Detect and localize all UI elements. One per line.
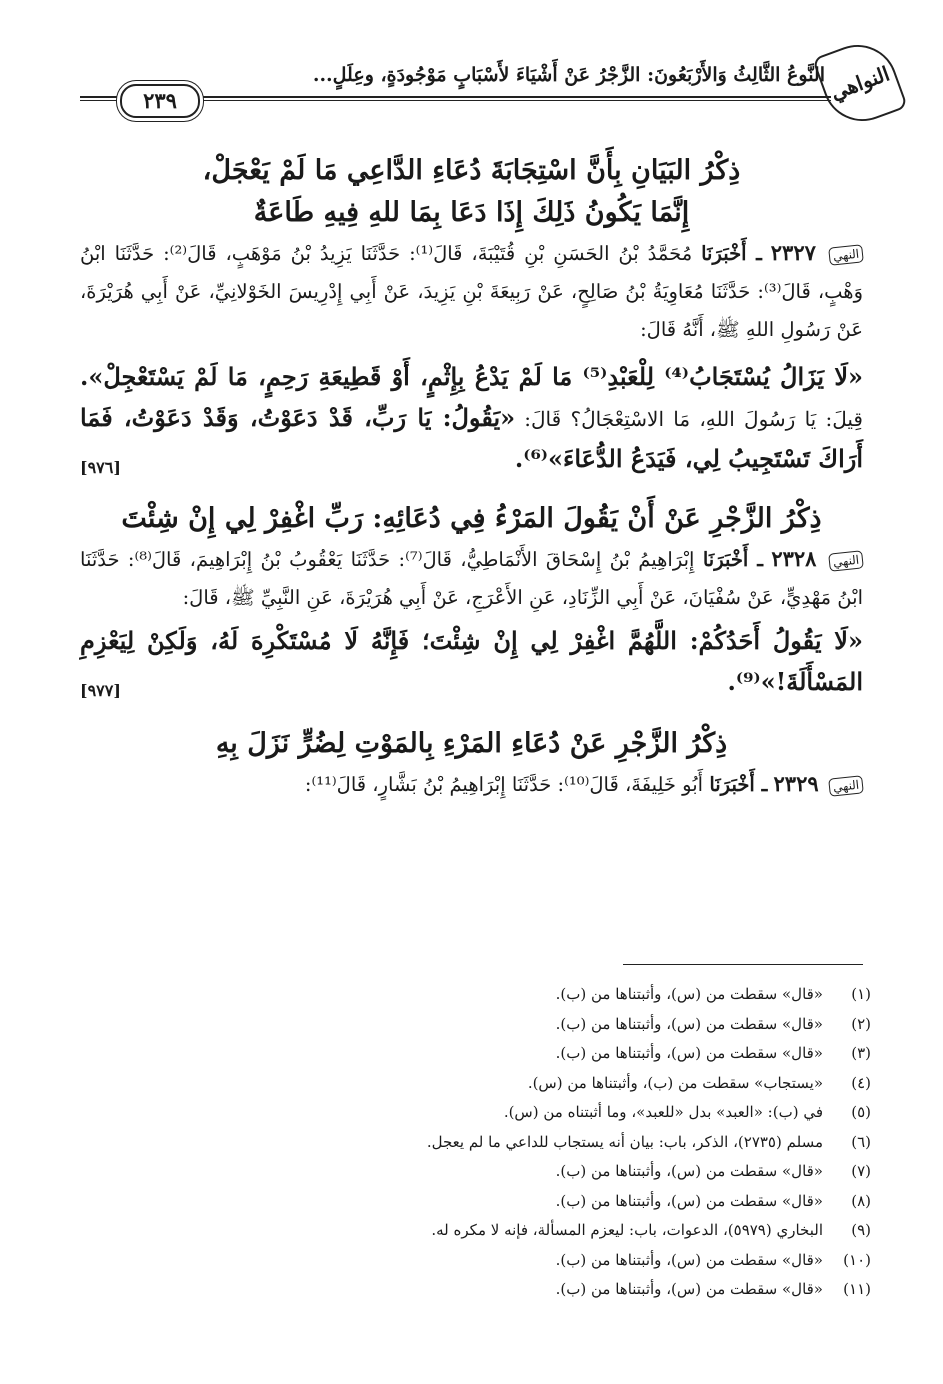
footnote-text: «قال» سقطت من (س)، وأثبتناها من (ب). [555, 1250, 823, 1269]
footnote [80, 1039, 871, 1069]
footnote-number: (٨) [851, 1191, 871, 1210]
akhbarana-label: ـ أَخْبَرَنَا [709, 773, 768, 796]
footnote [80, 1187, 871, 1217]
footnote [80, 1010, 871, 1040]
footnote-number: (٧) [851, 1162, 871, 1180]
page-number: ٢٣٩ [120, 84, 200, 118]
footnote [80, 1098, 871, 1128]
footnote-number: (٤) [851, 1073, 871, 1092]
prohibition-badge: النهي [828, 775, 864, 796]
header-title-rest: الزَّجْرُ عَنْ أَشْيَاءَ لأَسْبَابٍ مَوْجُودَةٍ، وعِلَلٍ... [312, 64, 641, 86]
hadith-matn [80, 357, 863, 480]
footnote-text: مسلم (٢٧٣٥)، الذكر، باب: بيان أنه يستجاب للداعي ما لم يعجل. [426, 1132, 823, 1151]
footnote-text: «يستجاب» سقطت من (ب)، وأثبتناها من (س). [527, 1073, 823, 1092]
hadith-number: ٢٣٢٩ [773, 771, 819, 796]
header-title-prefix: النَّوعُ الثَّالِثُ وَالأَرْبَعُونَ: [647, 64, 825, 86]
footnote-text: البخاري (٥٩٧٩)، الدعوات، باب: ليعزم المسألة، فإنه لا مكره له. [431, 1221, 823, 1239]
section-2328 [80, 498, 863, 703]
footnotes [80, 980, 871, 1305]
hadith-isnad [80, 765, 863, 804]
footnote-number: (١) [851, 985, 871, 1003]
main-content [80, 150, 863, 804]
section-heading: ذِكْرُ الزَّجْرِ عَنْ أَنْ يَقُولَ المَرْءُ فِي دُعَائِهِ: رَبِّ اغْفِرْ لِي إِنْ شِئْتَ [121, 503, 822, 534]
reference-number: [٩٧٦] [80, 458, 121, 477]
footnote [80, 1157, 871, 1187]
reference-number: [٩٧٧] [80, 681, 121, 700]
akhbarana-label: ـ أَخْبَرَنَا [702, 548, 763, 571]
footnote-separator [80, 964, 863, 965]
footnote [80, 1069, 871, 1099]
hadith-number: ٢٣٢٨ [771, 546, 817, 571]
footnote-text: «قال» سقطت من (س)، وأثبتناها من (ب). [555, 1044, 823, 1062]
footnote [80, 980, 871, 1010]
footnote-number: (٢) [851, 1014, 871, 1033]
isnad-text: مُحَمَّدُ بْنُ الحَسَنِ بْنِ قُتَيْبَةَ، قَالَ⁽¹⁾: حَدَّثَنَا يَزِيدُ بْنُ مَوْهَبٍ، قَالَ⁽²⁾: حَدَّثَنَا ابْنُ وَهْبٍ، قَالَ⁽³⁾: حَدَّثَنَا مُعَاوِيَةُ بْنُ صَالِحٍ، عَنْ رَبِيعَةَ بْنِ يَزِيدَ، عَنْ أَبِي إِدْرِيسَ الخَوْلانِيِّ، عَنْ أَبِي هُرَيْرَةَ، عَنْ رَسُولِ اللهِ ﷺ، أَنَّهُ قَالَ: [80, 242, 863, 341]
footnote [80, 1275, 871, 1305]
matn-quote: «لَا يَزَالُ يُسْتَجَابُ⁽⁴⁾ لِلْعَبْدِ⁽⁵⁾ مَا لَمْ يَدْعُ بِإِثْمٍ، أَوْ قَطِيعَةِ رَحِمٍ، مَا لَمْ يَسْتَعْجِلْ». [80, 362, 864, 391]
footnote-number: (١٠) [843, 1250, 871, 1269]
prohibition-badge: النهي [828, 550, 864, 571]
section-2329 [80, 723, 863, 804]
footnote-number: (٦) [851, 1132, 871, 1151]
footnote-text: «قال» سقطت من (س)، وأثبتناها من (ب). [555, 1280, 823, 1298]
footnote-text: «قال» سقطت من (س)، وأثبتناها من (ب). [555, 1162, 823, 1180]
chapter-badge: النواهي [812, 34, 908, 133]
section-heading: ذِكْرُ البَيَانِ بِأَنَّ اسْتِجَابَةَ دُعَاءِ الدَّاعِي مَا لَمْ يَعْجَلْ، [202, 155, 741, 186]
hadith-isnad [80, 540, 863, 617]
footnote-text: «قال» سقطت من (س)، وأثبتناها من (ب). [555, 985, 823, 1003]
matn-quote: «لَا يَقُولُ أَحَدُكُمْ: اللَّهُمَّ اغْفِرْ لِي إِنْ شِئْتَ؛ فَإِنَّهُ لَا مُسْتَكْرِهَ لَهُ، وَلَكِنْ لِيَعْزِمِ المَسْأَلَةَ!»⁽⁹⁾. [80, 626, 863, 696]
header-title [313, 64, 825, 86]
hadith-matn [80, 621, 863, 703]
isnad-text: أَبُو خَلِيفَةَ، قَالَ⁽¹⁰⁾: حَدَّثَنَا إِبْرَاهِيمُ بْنُ بَشَّارٍ، قَالَ⁽¹¹⁾: [304, 773, 704, 796]
isnad-text: إِبْرَاهِيمُ بْنُ إِسْحَاقَ الأَنْمَاطِيُّ، قَالَ⁽⁷⁾: حَدَّثَنَا يَعْقُوبُ بْنُ إِبْرَاهِيمَ، قَالَ⁽⁸⁾: حَدَّثَنَا ابْنُ مَهْدِيٍّ، عَنْ سُفْيَانَ، عَنْ أَبِي الزِّنَادِ، عَنِ الأَعْرَجِ، عَنْ أَبِي هُرَيْرَةَ، عَنِ النَّبِيِّ ﷺ، قَالَ: [80, 548, 863, 609]
hadith-number: ٢٣٢٧ [770, 240, 816, 265]
footnote-number: (٥) [851, 1103, 871, 1121]
footnote [80, 1216, 871, 1246]
footnote [80, 1128, 871, 1158]
footnote-text: في (ب): «العبد» بدل «للعبد»، وما أثبتناه من (س). [503, 1103, 823, 1121]
footnote-number: (١١) [843, 1280, 871, 1298]
hadith-isnad [80, 234, 863, 349]
section-2327 [80, 150, 863, 480]
matn-quote-2: «يَقُولُ: يَا رَبِّ، قَدْ دَعَوْتُ، وَقَدْ دَعَوْتُ، فَمَا أَرَاكَ تَسْتَجِيبُ لِي، فَيَدَعُ الدُّعَاءَ»⁽⁶⁾. [80, 403, 863, 473]
section-heading: ذِكْرُ الزَّجْرِ عَنْ دُعَاءِ المَرْءِ بِالمَوْتِ لِضُرٍّ نَزَلَ بِهِ [215, 728, 728, 759]
running-header [80, 44, 897, 124]
footnote-number: (٩) [851, 1221, 871, 1239]
matn-narration: قِيلَ: يَا رَسُولَ اللهِ، مَا الاسْتِعْجَالُ؟ قَالَ: [524, 407, 863, 431]
footnote-text: «قال» سقطت من (س)، وأثبتناها من (ب). [555, 1191, 823, 1210]
akhbarana-label: ـ أَخْبَرَنَا [701, 242, 762, 265]
prohibition-badge: النهي [828, 244, 864, 265]
section-heading-line-2: إِنَّمَا يَكُونُ ذَلِكَ إِذَا دَعَا بِمَا للهِ فِيهِ طَاعَةٌ [253, 197, 690, 228]
footnote [80, 1246, 871, 1276]
footnote-text: «قال» سقطت من (س)، وأثبتناها من (ب). [555, 1014, 823, 1033]
footnote-number: (٣) [851, 1044, 871, 1062]
